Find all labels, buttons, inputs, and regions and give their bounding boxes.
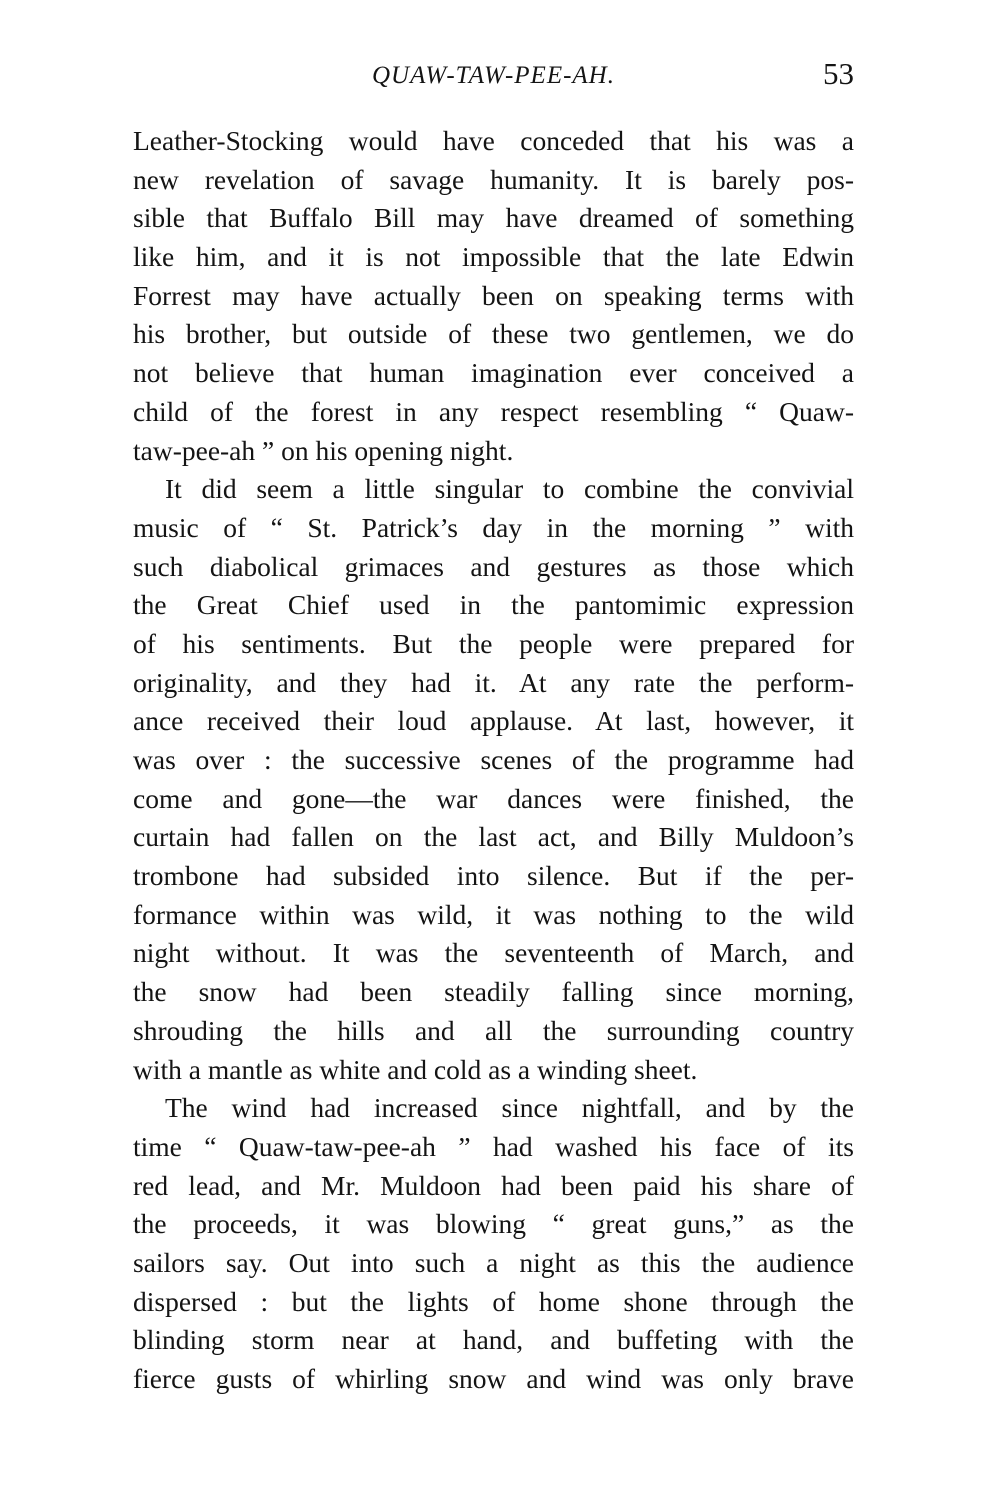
text-line: originality, and they had it. At any rate the perform- [133,666,854,698]
text-line: taw-pee-ah ” on his opening night. [133,434,514,466]
text-line: sailors say. Out into such a night as this the audience [133,1246,854,1278]
text-line: of his sentiments. But the people were prepared for [133,627,854,659]
body-text [133,122,854,1399]
text-line: ance received their loud applause. At last, however, it [133,705,854,737]
paragraph-3 [133,1089,854,1399]
text-line: the snow had been steadily falling since morning, [133,976,854,1008]
running-title: QUAW-TAW-PEE-AH. [371,62,615,89]
text-line: blinding storm near at hand, and buffeting with the [133,1324,854,1356]
text-line: curtain had fallen on the last act, and Billy Muldoon’s [133,821,854,853]
text-line: trombone had subsided into silence. But if the per- [133,860,854,892]
text-line: shrouding the hills and all the surrounding country [133,1014,854,1046]
text-line: like him, and it is not impossible that the late Edwin [133,241,854,273]
text-line: the proceeds, it was blowing “ great guns,” as the [133,1208,854,1240]
text-line: time “ Quaw-taw-pee-ah ” had washed his face of its [133,1130,854,1162]
text-line: It did seem a little singular to combine the convivial [165,473,854,505]
text-line: fierce gusts of whirling snow and wind was only brave [133,1363,854,1394]
text-line: Leather-Stocking would have conceded that his was a [133,125,854,156]
text-line: such diabolical grimaces and gestures as those which [133,550,854,582]
text-line: child of the forest in any respect resembling “ Quaw- [133,395,854,427]
text-line: not believe that human imagination ever conceived a [133,357,854,389]
text-line: sible that Buffalo Bill may have dreamed of something [133,202,854,234]
running-head [133,56,854,96]
text-line: new revelation of savage humanity. It is barely pos- [133,163,854,195]
text-line: the Great Chief used in the pantomimic expression [133,589,854,621]
text-line: formance within was wild, it was nothing to the wild [133,898,854,930]
page-number: 53 [823,56,854,91]
text-line: dispersed : but the lights of home shone through the [133,1285,854,1317]
text-line: was over : the successive scenes of the programme had [133,744,854,775]
paragraph-1 [133,122,854,470]
text-line: come and gone—the war dances were finished, the [133,782,854,814]
text-line: red lead, and Mr. Muldoon had been paid his share of [133,1169,854,1201]
text-line: The wind had increased since nightfall, and by the [165,1092,854,1124]
text-line: night without. It was the seventeenth of March, and [133,937,854,969]
paragraph-2 [133,470,854,1089]
text-line: Forrest may have actually been on speaking terms with [133,279,854,311]
text-line: music of “ St. Patrick’s day in the morning ” with [133,511,854,543]
text-line: his brother, but outside of these two gentlemen, we do [133,318,854,350]
text-line: with a mantle as white and cold as a winding sheet. [133,1053,698,1085]
